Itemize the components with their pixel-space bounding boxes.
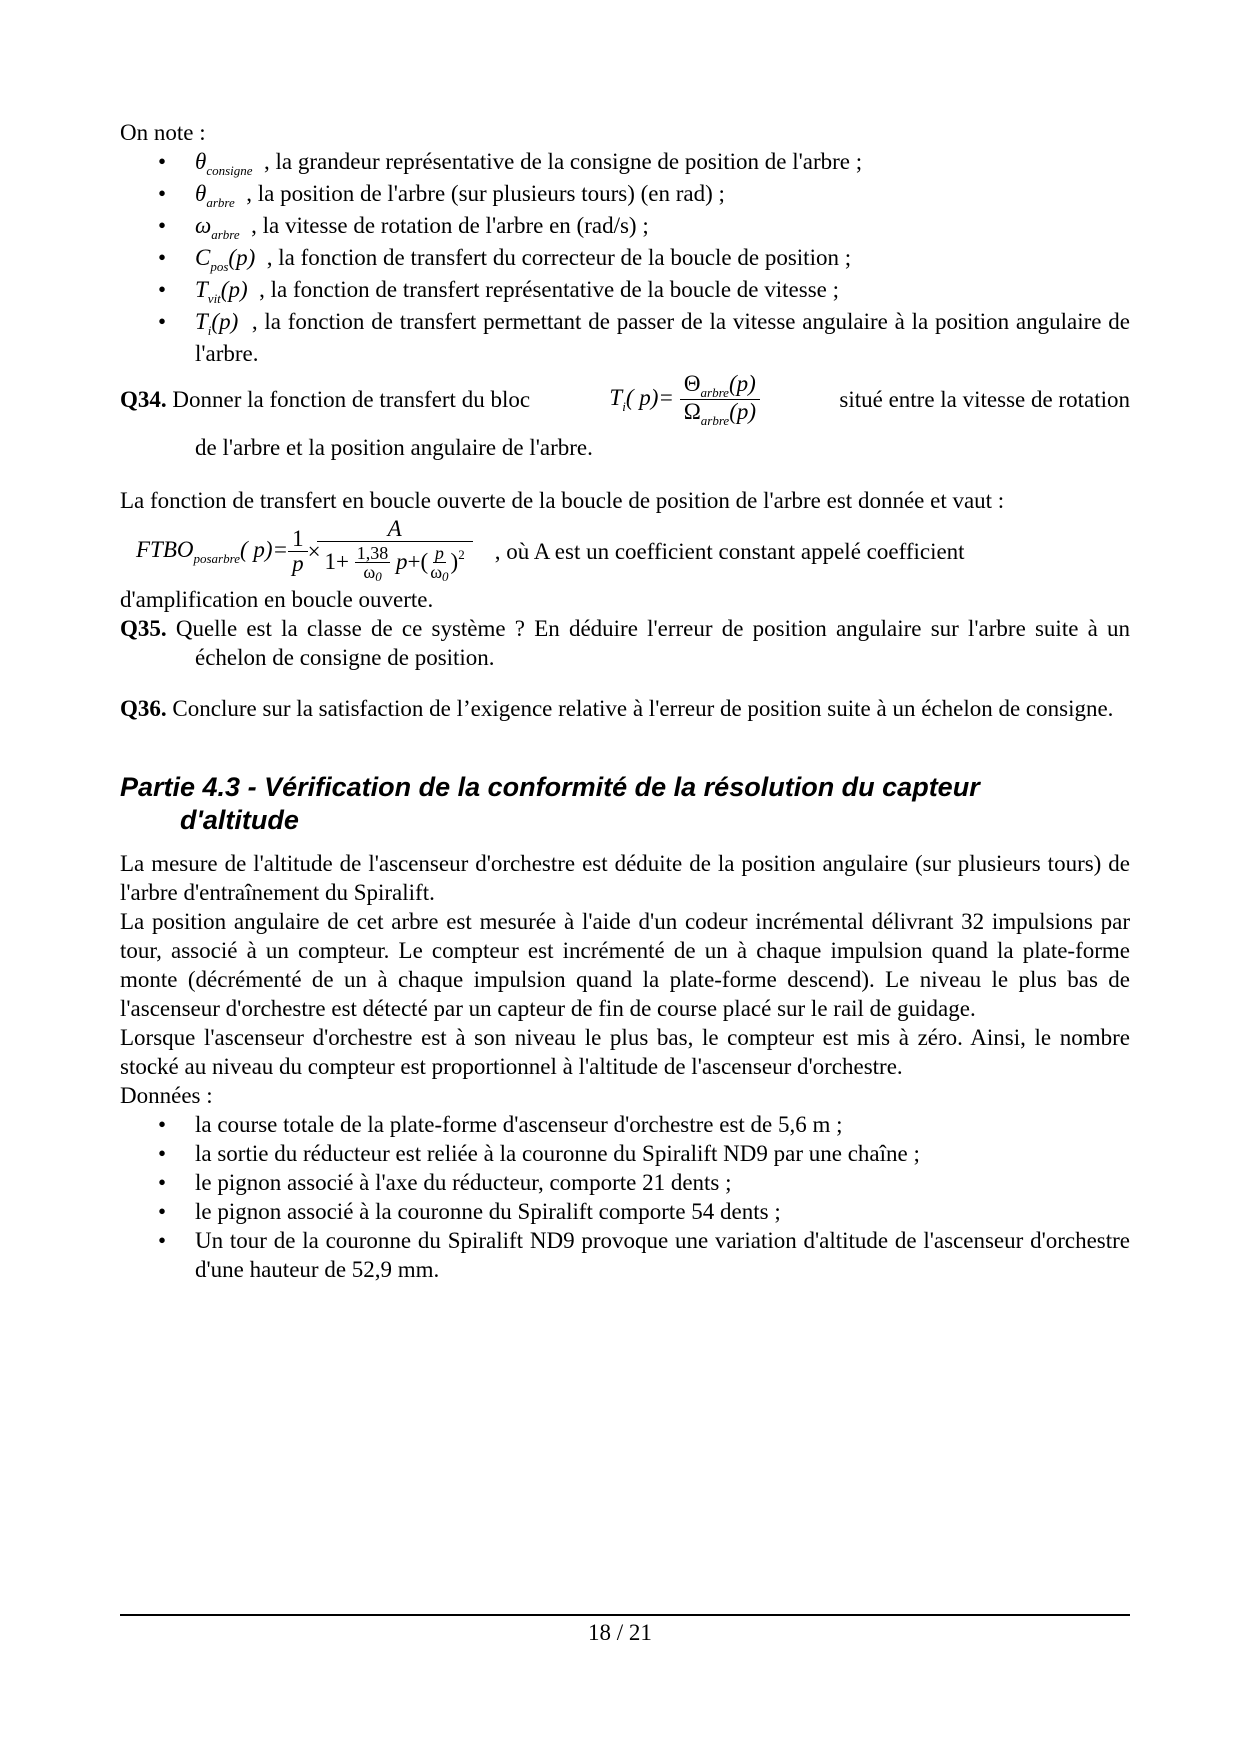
list-item: • $\theta_{consigne}$ , la grandeur représentative de la consigne de position de l'arbre ; <box>120 147 1130 179</box>
list-item: • la course totale de la plate-forme d'ascenseur d'orchestre est de 5,6 m ; <box>120 1110 1130 1139</box>
question-36: Q36. Conclure sur la satisfaction de l’exigence relative à l'erreur de position suite à un échelon de consigne. <box>120 696 1114 721</box>
list-item: • $C_{pos}(p)$ , la fonction de transfert du correcteur de la boucle de position ; <box>120 243 1130 275</box>
list-item: • Un tour de la couronne du Spiralift ND9 provoque une variation d'altitude de l'ascenseur d'orchestre d'une hauteur de 52,9 mm. <box>120 1226 1130 1284</box>
paragraph: La position angulaire de cet arbre est mesurée à l'aide d'un codeur incrémental délivrant 32 impulsions par tour, associé à un compteur. Le compteur est incrémenté de un à chaque impulsion quand la plate-forme monte (décrémenté de un à chaque impulsion quand la plate-forme descend). Le niveau le plus bas de l'ascenseur d'orchestre est détecté par un capteur de fin de course placé sur le rail de guidage. <box>120 909 1130 1021</box>
donnees-label: Données : <box>120 1083 213 1108</box>
list-item: • $T_i(p)$ , la fonction de transfert permettant de passer de la vitesse angulaire à la position angulaire de l'arbre. <box>120 307 1130 368</box>
section-heading: Partie 4.3 - Vérification de la conformité de la résolution du capteur d'altitude <box>120 772 980 835</box>
paragraph: Lorsque l'ascenseur d'orchestre est à son niveau le plus bas, le compteur est mis à zéro. Ainsi, le nombre stocké au niveau du compteur est proportionnel à l'altitude de l'ascenseur d'orchestre. <box>120 1025 1130 1079</box>
list-item: • $T_{vit}(p)$ , la fonction de transfert représentative de la boucle de vitesse ; <box>120 275 1130 307</box>
section-body <box>120 849 1130 1284</box>
list-item: • $\omega_{arbre}$ , la vitesse de rotation de l'arbre en (rad/s) ; <box>120 211 1130 243</box>
document-page: On note : • $\theta_{consigne}$ , la grandeur représentative de la consigne de position de l'arbre ; • $\theta_{arbre}$ , la position de l'arbre (sur plusieurs tours) (en rad) ; • $\omega_{arbre}$ , la vitesse de rotation de l'arbre en (rad/s) ; • $C_{pos}(p)$ , la fonction de transfert du correcteur de la boucle de position ; • $T_{vit}(p)$ , la fonction de transfert représentative de la boucle de vitesse ; • $T_i(p)$ , la fonction de transfert permettant de passer de la vitesse angulaire à la position angulaire de l'arbre. Q34. Donner la fonction de transfert du bloc $T_i$( p)= $\frac{\Theta_{arbre}(p)}{\Omega_{arbre}(p)}$ situé entre la vitesse de rotation de l'arbre et la position angulaire de l'arbre. La fonction de transfert en boucle ouverte de la boucle de position de l'arbre est donnée et vaut : $FTBO_{posarbre}$( p)= $\frac{1}{p}$ × A 1+ $\frac{1,38}{\omega 0}$ p+( $\frac{p}{\omega 0}$ )$^2$ , où A est un coefficient constant appelé coefficient d'amplification en boucle ouverte. Q35. Quelle est la classe de ce système ? En déduire l'erreur de position angulaire sur l'arbre suite à un échelon de consigne de position. Q36. Conclure sur la satisfaction de l’exigence relative à l'erreur de position suite à un échelon de consigne. Partie 4.3 - Vérification de la conformité de la résolution du capteur d'altitude La mesure de l'altitude de l'ascenseur d'orchestre est déduite de la position angulaire (sur plusieurs tours) de l'arbre d'entraînement du Spiralift. La position angulaire de cet arbre est mesurée à l'aide d'un codeur incrémental délivrant 32 impulsions par tour, associé à un compteur. Le compteur est incrémenté de un à chaque impulsion quand la plate-forme monte (décrémenté de un à chaque impulsion quand la plate-forme descend). Le niveau le plus bas de l'ascenseur d'orchestre est détecté par un capteur de fin de course placé sur le rail de guidage. Lorsque l'ascenseur d'orchestre est à son niveau le plus bas, le compteur est mis à zéro. Ainsi, le nombre stocké au niveau du compteur est proportionnel à l'altitude de l'ascenseur d'orchestre. Données : • la course totale de la plate-forme d'ascenseur d'orchestre est de 5,6 m ; • la sortie du réducteur est reliée à la couronne du Spiralift ND9 par une chaîne ; • le pignon associé à l'axe du réducteur, comporte 21 dents ; • le pignon associé à la couronne du Spiralift comporte 54 dents ; • Un tour de la couronne du Spiralift ND9 provoque une variation d'altitude de l'ascenseur d'orchestre d'une hauteur de 52,9 mm. <box>120 118 1130 1284</box>
ftbo-formula: $FTBO_{posarbre}$( p)= $\frac{1}{p}$ × A 1+ $\frac{1,38}{\omega 0}$ p+( $\frac{p}{\omega 0}$ )$^2$ , où A est un coefficient constant appelé coefficient <box>136 516 965 585</box>
paragraph: La mesure de l'altitude de l'ascenseur d'orchestre est déduite de la position angulaire (sur plusieurs tours) de l'arbre d'entraînement du Spiralift. <box>120 851 1130 905</box>
transfer-function-ti: $T_i$( p)= $\frac{\Theta_{arbre}(p)}{\Omega_{arbre}(p)}$ <box>609 372 760 427</box>
question-35: Q35. Quelle est la classe de ce système ? En déduire l'erreur de position angulaire sur l'arbre suite à un échelon de consigne de position. <box>120 616 1131 670</box>
list-item: • la sortie du réducteur est reliée à la couronne du Spiralift ND9 par une chaîne ; <box>120 1139 1130 1168</box>
intro-text: On note : <box>120 120 206 145</box>
ftbo-intro: La fonction de transfert en boucle ouverte de la boucle de position de l'arbre est donnée et vaut : <box>120 488 1005 513</box>
data-list <box>120 1110 1130 1284</box>
question-34: Q34. Donner la fonction de transfert du bloc $T_i$( p)= $\frac{\Theta_{arbre}(p)}{\Omega_{arbre}(p)}$ situé entre la vitesse de rotation de l'arbre et la position angulaire de l'arbre. <box>120 371 1130 460</box>
list-item: • le pignon associé à l'axe du réducteur, comporte 21 dents ; <box>120 1168 1130 1197</box>
footer-rule <box>120 1614 1130 1616</box>
notation-list <box>120 147 1130 368</box>
page-number: 18 / 21 <box>588 1620 652 1645</box>
list-item: • le pignon associé à la couronne du Spiralift comporte 54 dents ; <box>120 1197 1130 1226</box>
list-item: • $\theta_{arbre}$ , la position de l'arbre (sur plusieurs tours) (en rad) ; <box>120 179 1130 211</box>
